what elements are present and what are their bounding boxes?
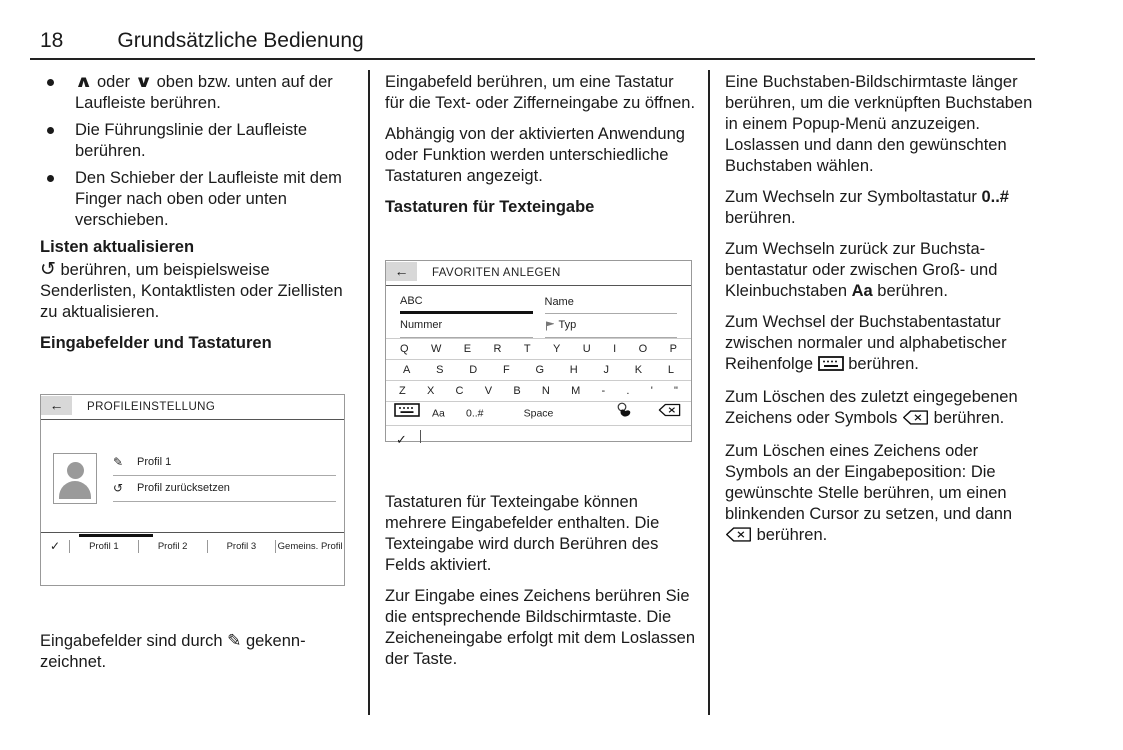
paragraph: Zum Löschen des zuletzt eingegebenen Zeichens oder Symbols berühren.: [725, 388, 1018, 427]
paragraph: Zum Wechseln zur Symboltastatur 0..# berühren.: [725, 188, 1009, 227]
profile-name-row: [113, 450, 336, 476]
back-button: [41, 396, 72, 415]
bullet-dot: [40, 120, 75, 162]
profile-rows: [113, 450, 336, 502]
section-title-listen-aktualisieren: Listen aktualisieren: [40, 238, 195, 256]
text-cursor: [420, 430, 421, 443]
paragraph: Zum Wechseln zurück zur Buchstabentastatur oder zwischen Groß- und Kleinbuchstaben Aa berühren.: [725, 240, 998, 300]
key: H: [569, 363, 578, 376]
key: P: [669, 342, 677, 355]
key: E: [463, 342, 472, 355]
back-arrow-icon: ←: [394, 263, 409, 279]
list-item: [40, 168, 356, 231]
keyboard-bottom-row: [386, 401, 691, 425]
section-title-eingabefelder: Eingabefelder und Tastaturen: [40, 334, 272, 352]
keyboard-layout-icon: [394, 403, 420, 425]
favorites-fields: [386, 286, 691, 338]
key: A: [403, 363, 411, 376]
bullet-text: Den Schieber der Laufleiste mit dem Finger nach oben oder unten verschieben.: [75, 169, 342, 229]
bullet-dot: [40, 168, 75, 231]
confirm-check-icon: ✓: [49, 538, 61, 553]
favorites-dialog-header: [386, 261, 691, 286]
paragraph: Eingabefeld berühren, um eine Tastatur für die Text- oder Zifferneingabe zu öffnen.: [385, 73, 696, 112]
profile-dialog-title: PROFILEINSTELLUNG: [87, 400, 216, 413]
key: M: [571, 384, 581, 397]
paragraph: ↺ berühren, um beispielsweise Senderlisten, Kontaktlisten oder Ziellisten zu aktualisieren.: [40, 259, 343, 321]
symbols-key-label: 0..#: [981, 188, 1009, 206]
page-header: [40, 30, 364, 51]
profile-dialog-body: [41, 420, 344, 559]
favorites-keyboard-figure: [385, 260, 692, 447]
keyboard-row-1: [386, 338, 691, 359]
section-title-tastaturen: Tastaturen für Texteingabe: [385, 198, 595, 216]
header-rule: [30, 58, 1035, 60]
key: D: [469, 363, 478, 376]
key: W: [430, 342, 442, 355]
paragraph: Tastaturen für Texteingabe können mehrere Eingabefelder enthalten. Die Texteingabe wird durch Berühren des Felds aktiviert.: [385, 493, 660, 574]
profile-name-label: Profil 1: [137, 456, 172, 468]
right-column: [725, 72, 1039, 558]
bullet-text: Die Führungslinie der Laufleiste berühren.: [75, 121, 308, 160]
paragraph: Eine Buchstaben-Bildschirmtaste länger berühren, um die verknüpften Buchstaben in einem Popup-Menü anzuzeigen. Loslassen und dann den gewünschten Buchstaben wählen.: [725, 73, 1033, 175]
page-number: 18: [40, 29, 64, 52]
paragraph: Abhängig von der aktivierten Anwendung oder Funktion werden unterschiedliche Tastaturen angezeigt.: [385, 125, 685, 185]
type-flag-icon: [545, 321, 554, 331]
key: R: [493, 342, 502, 355]
key: G: [535, 363, 544, 376]
field-name: Name: [545, 291, 678, 314]
key: .: [626, 384, 630, 397]
back-button: [386, 262, 417, 281]
favorites-dialog-title: FAVORITEN ANLEGEN: [432, 266, 561, 279]
avatar-torso: [59, 481, 91, 499]
profile-tab: Profil 1: [69, 540, 138, 553]
hand-touch-icon: [616, 402, 633, 426]
profile-dialog-header: [41, 395, 344, 420]
keyboard-row-3: [386, 380, 691, 401]
key: S: [436, 363, 444, 376]
key: J: [603, 363, 609, 376]
column-divider-left: [368, 70, 370, 715]
key: U: [582, 342, 591, 355]
left-column: [40, 72, 356, 673]
symbols-key: 0..#: [466, 407, 484, 419]
edit-pencil-icon: ✎: [227, 631, 242, 650]
key: B: [513, 384, 521, 397]
avatar-head: [67, 462, 84, 479]
key: Q: [400, 342, 409, 355]
key: ": [674, 384, 678, 397]
chevron-down-icon: ∨: [134, 73, 153, 91]
field-abc: ABC: [400, 291, 533, 314]
update-list-icon: ↺: [40, 259, 56, 280]
key: N: [541, 384, 550, 397]
key: ': [650, 384, 653, 397]
reset-icon: ↺: [113, 481, 124, 495]
profile-tab: Gemeins. Profil: [275, 540, 344, 553]
chevron-up-icon: ∧: [74, 73, 93, 91]
backspace-icon: [658, 403, 681, 424]
list-item: [40, 72, 356, 114]
backspace-icon: [725, 528, 752, 546]
key: I: [613, 342, 617, 355]
key: V: [484, 384, 493, 397]
key: X: [426, 384, 435, 397]
keyboard-input-row: [386, 425, 691, 448]
keyboard-layout-icon: [818, 357, 844, 375]
page-title: Grundsätzliche Bedienung: [117, 29, 364, 52]
key: C: [455, 384, 464, 397]
case-key-label: Aa: [851, 282, 873, 300]
key: Y: [553, 342, 561, 355]
space-key: Space: [523, 407, 554, 419]
caption-paragraph: Eingabefelder sind durch ✎ gekennzeichnet.: [40, 631, 306, 671]
backspace-icon: [902, 411, 929, 429]
edit-pencil-icon: ✎: [113, 455, 124, 469]
middle-column: [385, 72, 697, 680]
profile-tab: Profil 2: [138, 540, 207, 553]
case-toggle-key: Aa: [432, 407, 445, 419]
column-divider-right: [708, 70, 710, 715]
profile-reset-row: [113, 476, 336, 502]
profile-settings-figure: [40, 394, 345, 586]
paragraph: Zum Löschen eines Zeichens oder Symbols an der Eingabeposition: Die gewünschte Stelle berühren, um einen blinkenden Cursor zu setzen, und dann berühren.: [725, 442, 1013, 544]
paragraph: Zum Wechsel der Buchstabentastatur zwischen normaler und alphabetischer Reihenfolge berühren.: [725, 313, 1007, 373]
profile-reset-label: Profil zurücksetzen: [137, 482, 230, 494]
field-typ: Typ: [545, 315, 678, 338]
key: K: [634, 363, 643, 376]
list-item: [40, 120, 356, 162]
avatar: [53, 453, 97, 504]
profile-tab-bar: [41, 532, 344, 559]
confirm-check-icon: ✓: [396, 432, 407, 447]
back-arrow-icon: ←: [49, 397, 64, 413]
bullet-dot: [40, 72, 75, 114]
key: Z: [399, 384, 406, 397]
keyboard-row-2: [386, 359, 691, 380]
key: O: [638, 342, 648, 355]
paragraph: Zur Eingabe eines Zeichens berühren Sie die entsprechende Bildschirmtaste. Die Zeicheneingabe erfolgt mit dem Loslassen der Taste.: [385, 587, 696, 668]
profile-tab: Profil 3: [207, 540, 276, 553]
bullet-text: ∧ oder ∨ oben bzw. unten auf der Laufleiste berühren.: [75, 72, 356, 114]
key: T: [523, 342, 531, 355]
active-tab-indicator: [79, 534, 153, 537]
key: -: [601, 384, 606, 397]
key: F: [502, 363, 510, 376]
field-nummer: Nummer: [400, 315, 533, 338]
key: L: [667, 363, 674, 376]
